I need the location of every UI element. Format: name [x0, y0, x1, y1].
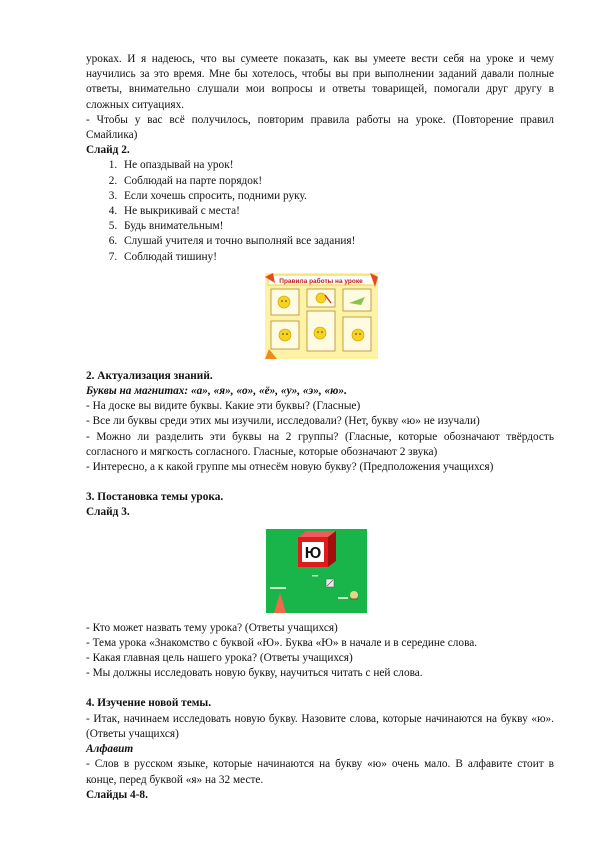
slide3-heading: Слайд 3. — [86, 506, 130, 519]
section3-heading: 3. Постановка темы урока. — [86, 491, 224, 504]
rule-item: 2. Соблюдай на парте порядок! — [120, 174, 554, 189]
rule-item: 3. Если хочешь спросить, подними руку. — [120, 189, 554, 204]
rules-list — [86, 158, 554, 264]
section4-heading: 4. Изучение новой темы. — [86, 697, 212, 710]
section3-line: - Тема урока «Знакомство с буквой «Ю». Буква «Ю» в начале и в середине слова. — [86, 636, 478, 649]
section4-paragraph-alphabet: - Слов в русском языке, которые начинаются на букву «ю» очень мало. В алфавите стоит в конце, перед буквой «я» на 32 месте. — [86, 758, 554, 786]
slide2-heading: Слайд 2. — [86, 144, 130, 157]
section2-letters: Буквы на магнитах: «а», «я», «о», «ё», «у», «э», «ю». — [86, 385, 347, 398]
rule-item: 4. Не выкрикивай с места! — [120, 204, 554, 219]
slides-4-8-heading: Слайды 4-8. — [86, 788, 148, 801]
slide3-image — [266, 529, 367, 613]
section3-line: - Мы должны исследовать новую букву, научиться читать с ней слова. — [86, 667, 423, 680]
section2-line: - Все ли буквы среди этих мы изучили, исследовали? (Нет, букву «ю» не изучали) — [86, 415, 480, 428]
rules-slide-image — [265, 273, 378, 359]
section3-line: - Какая главная цель нашего урока? (Ответы учащихся) — [86, 652, 353, 665]
intro-paragraph: уроках. И я надеюсь, что вы сумеете показать, как вы умеете вести себя на уроке и чему научились за это время. Мне бы хотелось, чтобы вы при выполнении заданий давали полные ответы, внимательно слушали мои вопросы и ответы товарищей, помогали друг другу в сложных ситуациях. — [86, 53, 554, 111]
rules-image-title: Правила работы на уроке — [279, 277, 363, 285]
intro-paragraph-rules: - Чтобы у вас всё получилось, повторим правила работы на уроке. (Повторение правил Смайлика) — [86, 113, 554, 142]
alphabet-heading: Алфавит — [86, 743, 134, 756]
section3-line: - Кто может назвать тему урока? (Ответы учащихся) — [86, 621, 338, 634]
section2-heading: 2. Актуализация знаний. — [86, 369, 213, 382]
slide3-letter: Ю — [304, 544, 322, 562]
rule-item: 1. Не опаздывай на урок! — [120, 158, 554, 173]
rule-item: 6. Слушай учителя и точно выполняй все задания! — [120, 234, 554, 249]
document-page — [86, 52, 554, 803]
section4-paragraph: - Итак, начинаем исследовать новую букву. Назовите слова, которые начинаются на букву «ю». (Ответы учащихся) — [86, 712, 554, 740]
section2-line: - На доске вы видите буквы. Какие эти буквы? (Гласные) — [86, 400, 361, 413]
rule-item: 7. Соблюдай тишину! — [120, 250, 554, 265]
rule-item: 5. Будь внимательным! — [120, 219, 554, 234]
section2-line: - Можно ли разделить эти буквы на 2 группы? (Гласные, которые обозначают твёрдость согласного и мягкость согласного. Гласные, которые обозначают 2 звука) — [86, 430, 554, 458]
section2-line: - Интересно, а к какой группе мы отнесём новую букву? (Предположения учащихся) — [86, 461, 494, 474]
